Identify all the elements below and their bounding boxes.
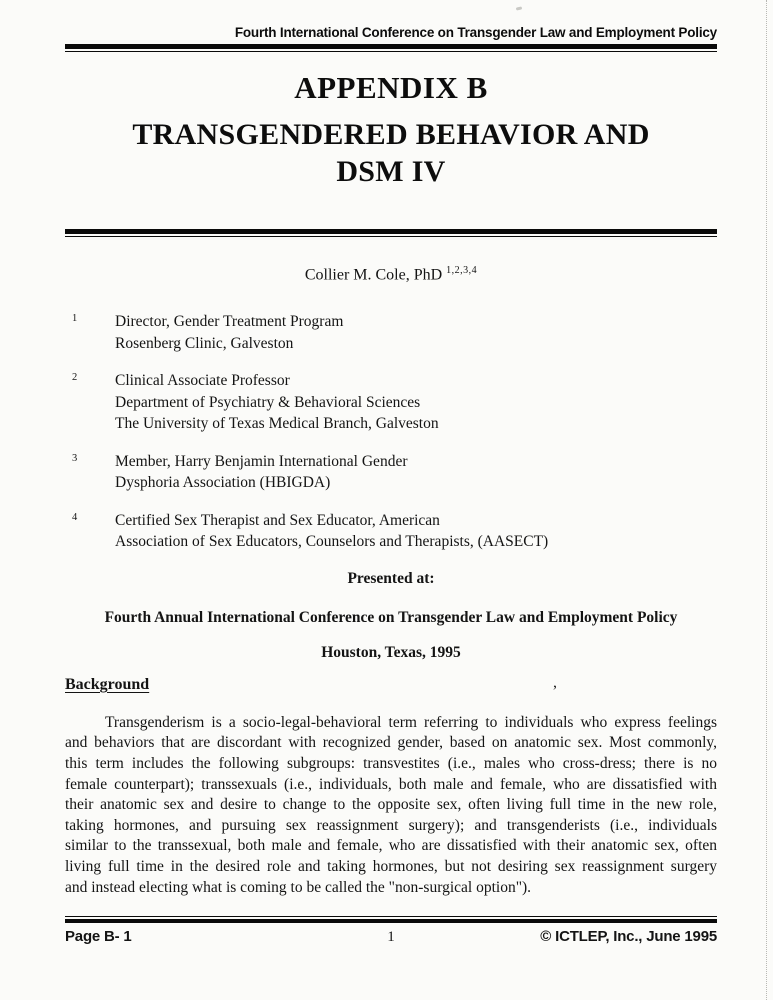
affiliation-item <box>65 451 717 494</box>
affiliation-line: Clinical Associate Professor <box>115 372 290 390</box>
affiliation-line: Member, Harry Benjamin International Gender <box>115 452 408 470</box>
affiliation-line: Dysphoria Association (HBIGDA) <box>115 474 331 492</box>
document-title <box>65 116 717 190</box>
scan-artifact-edge-line <box>766 0 767 1000</box>
affiliation-line: Rosenberg Clinic, Galveston <box>115 334 294 352</box>
page-footer <box>65 916 717 946</box>
affiliation-text <box>115 451 407 494</box>
footer-page-number: 1 <box>387 929 395 945</box>
affiliation-list <box>65 311 717 553</box>
affiliation-line: Department of Psychiatry & Behavioral Sciences <box>115 393 421 411</box>
document-title-line2: DSM IV <box>336 155 446 188</box>
paragraph-line: taking hormones, and pursuing sex reassignment surgery); and transgenderists (i.e., individuals <box>65 816 717 834</box>
affiliation-text <box>115 311 343 354</box>
header-double-rule <box>65 44 717 52</box>
presented-at-label: Presented at: <box>347 569 435 587</box>
paragraph-line: female counterpart); transsexuals (i.e., individuals, both male and female, who are dissatisfied with <box>65 775 717 793</box>
affiliation-text <box>115 510 548 553</box>
affiliation-line: The University of Texas Medical Branch, Galveston <box>115 415 439 433</box>
section-heading-row <box>65 673 717 696</box>
author-footnote-refs: 1,2,3,4 <box>446 265 478 276</box>
affiliation-item <box>65 510 717 553</box>
paragraph-line: this term includes the following subgroups: transvestites (i.e., males who cross-dress; there is no <box>65 755 717 773</box>
paragraph-line: and behaviors that are discordant with recognized gender, based on anatomic sex. Most commonly, <box>65 734 717 752</box>
appendix-title: APPENDIX B <box>294 70 488 105</box>
affiliation-line: Association of Sex Educators, Counselors and Therapists, (AASECT) <box>115 533 549 551</box>
section-heading-background: Background <box>65 675 150 693</box>
affiliation-item <box>65 370 717 435</box>
author-name: Collier M. Cole, PhD <box>304 266 443 284</box>
paragraph-line: similar to the transsexual, both male and female, who are dissatisfied with their anatomic sex, often <box>65 837 717 855</box>
presentation-conference: Fourth Annual International Conference on Transgender Law and Employment Policy <box>104 608 678 626</box>
document-title-line1: TRANSGENDERED BEHAVIOR AND <box>132 118 650 151</box>
footer-page-label: Page B- 1 <box>65 928 132 945</box>
affiliation-text <box>115 370 439 435</box>
paragraph-line: Transgenderism is a socio-legal-behavioral term referring to individuals who express feelings <box>105 713 717 731</box>
footnote-marker: 3 <box>72 452 78 464</box>
affiliation-line: Certified Sex Therapist and Sex Educator, American <box>115 511 440 529</box>
body-paragraph <box>65 713 717 898</box>
presentation-location: Houston, Texas, 1995 <box>321 643 461 661</box>
stray-ink-mark: , <box>553 673 557 691</box>
page-content <box>65 0 717 898</box>
paragraph-line: their anatomic sex and desire to change to the opposite sex, often living full time in the new role, <box>65 796 717 814</box>
author-byline <box>65 260 717 286</box>
title-double-rule <box>65 229 717 237</box>
paragraph-line: and instead electing what is coming to be called the "non-surgical option"). <box>65 878 532 896</box>
rule-thick-bar <box>65 44 717 49</box>
running-header: Fourth International Conference on Transgender Law and Employment Policy <box>234 25 717 40</box>
footnote-marker: 2 <box>72 372 78 384</box>
paragraph-line: living full time in the desired role and taking hormones, but not desiring sex reassignment surgery <box>65 857 717 875</box>
affiliation-item <box>65 311 717 354</box>
footer-rule-thick <box>65 919 717 923</box>
footnote-marker: 1 <box>72 313 78 325</box>
rule-thick-bar <box>65 229 717 234</box>
footnote-marker: 4 <box>72 511 78 523</box>
footer-row <box>65 928 717 946</box>
footer-rule-thin <box>65 916 717 917</box>
rule-thin-line <box>65 51 717 52</box>
affiliation-line: Director, Gender Treatment Program <box>115 313 344 331</box>
footer-copyright: © ICTLEP, Inc., June 1995 <box>540 928 717 945</box>
rule-thin-line <box>65 236 717 237</box>
